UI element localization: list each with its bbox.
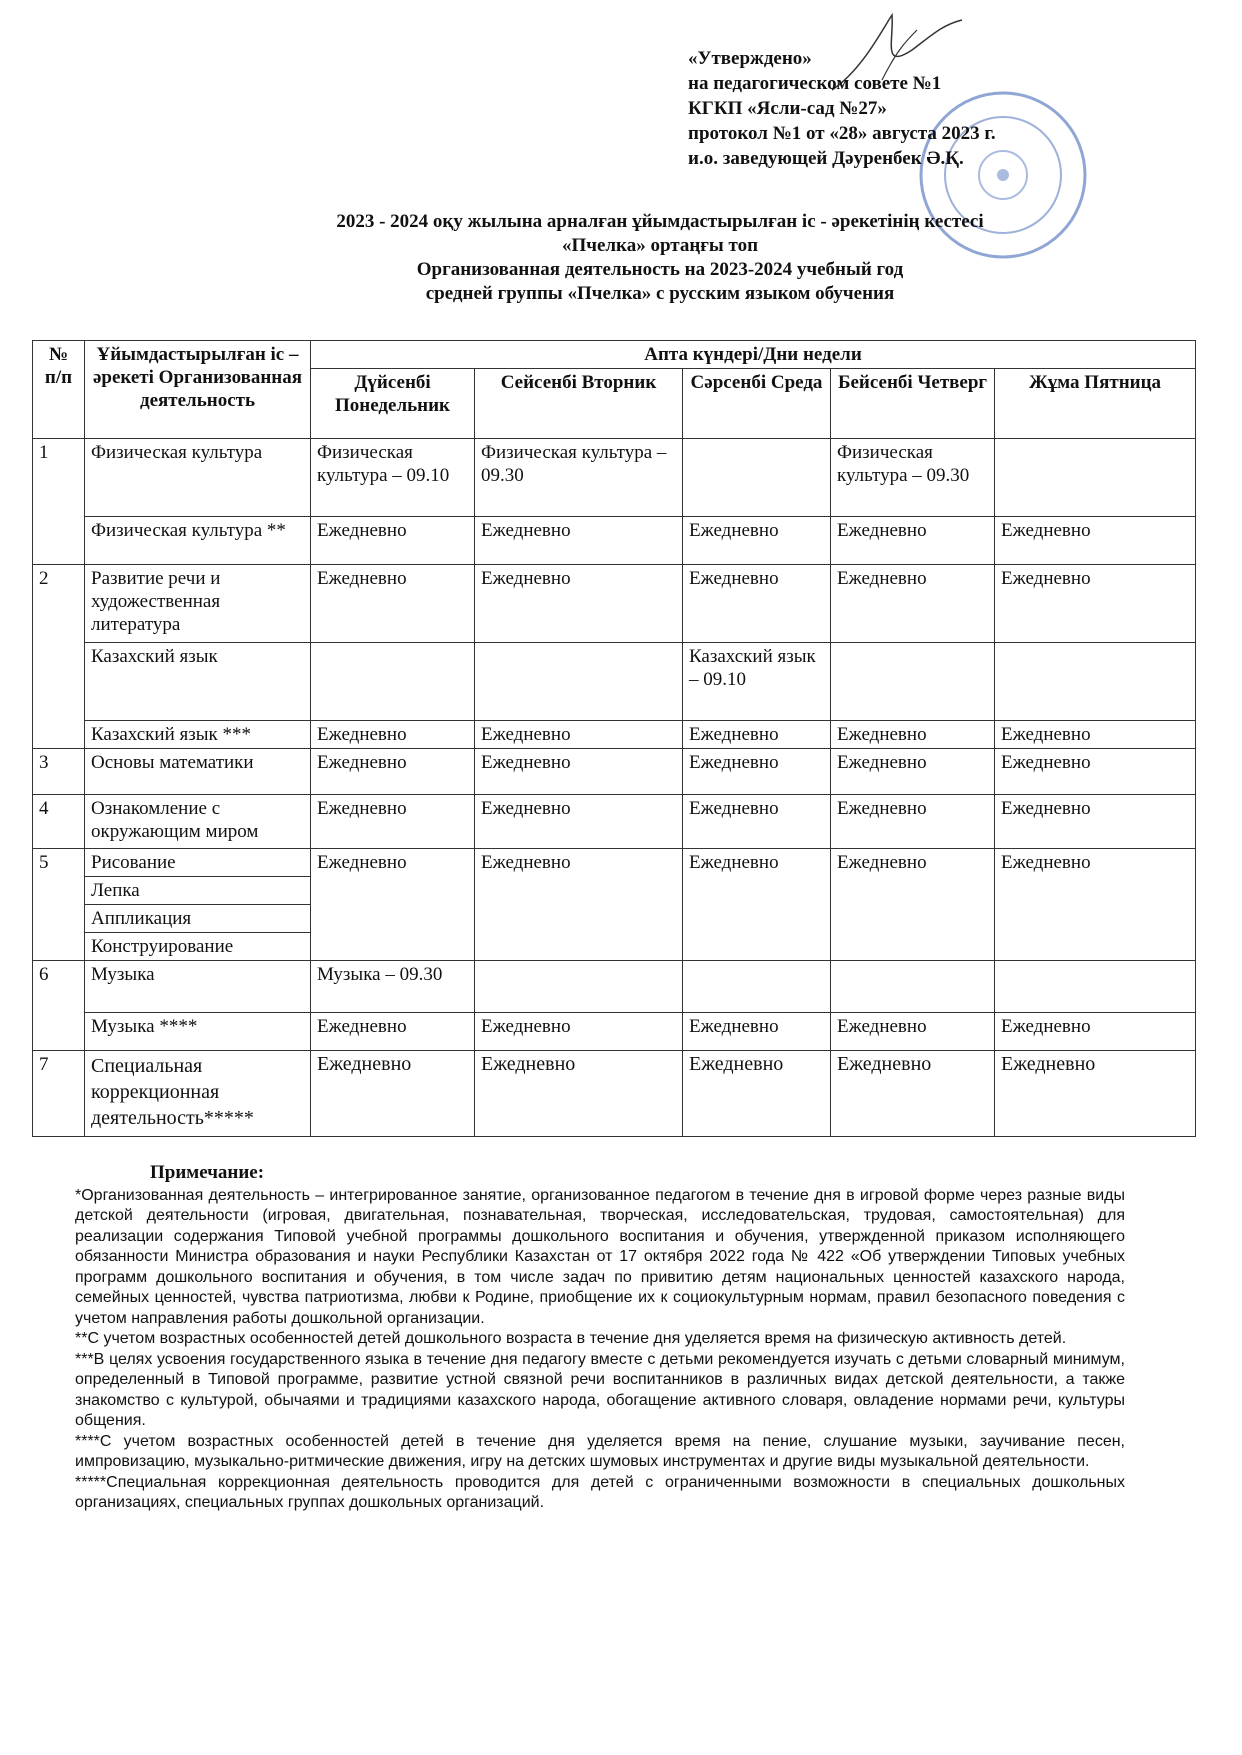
header-week-days: Апта күндері/Дни недели <box>311 341 1196 369</box>
header-day-monday: Дүйсенбі Понедельник <box>311 369 475 439</box>
header-day-friday: Жұма Пятница <box>995 369 1196 439</box>
table-row <box>33 1051 1196 1137</box>
cell-wednesday <box>683 961 831 1013</box>
activity-name: Лепка <box>85 877 311 905</box>
cell-monday: Физическая культура – 09.10 <box>311 439 475 517</box>
cell-friday: Ежедневно <box>995 565 1196 643</box>
cell-thursday: Ежедневно <box>831 721 995 749</box>
activity-name: Музыка <box>85 961 311 1013</box>
activity-name: Физическая культура ** <box>85 517 311 565</box>
cell-tuesday: Ежедневно <box>475 1013 683 1051</box>
cell-monday: Ежедневно <box>311 849 475 961</box>
cell-thursday: Физическая культура – 09.30 <box>831 439 995 517</box>
cell-tuesday <box>475 643 683 721</box>
cell-wednesday: Ежедневно <box>683 565 831 643</box>
approval-block <box>688 46 996 171</box>
cell-tuesday: Ежедневно <box>475 795 683 849</box>
cell-thursday: Ежедневно <box>831 795 995 849</box>
activity-name: Основы математики <box>85 749 311 795</box>
cell-wednesday: Ежедневно <box>683 517 831 565</box>
cell-tuesday: Физическая культура – 09.30 <box>475 439 683 517</box>
cell-friday: Ежедневно <box>995 849 1196 961</box>
table-row <box>33 849 1196 877</box>
table-row <box>33 1013 1196 1051</box>
activity-name: Рисование <box>85 849 311 877</box>
row-num: 4 <box>33 795 85 849</box>
cell-wednesday: Ежедневно <box>683 1051 831 1137</box>
cell-friday: Ежедневно <box>995 721 1196 749</box>
row-num: 6 <box>33 961 85 1051</box>
cell-thursday: Ежедневно <box>831 517 995 565</box>
title-line-kz-group: «Пчелка» ортаңғы топ <box>561 235 759 256</box>
header-day-wednesday: Сәрсенбі Среда <box>683 369 831 439</box>
cell-friday <box>995 961 1196 1013</box>
table-row <box>33 643 1196 721</box>
activity-name: Конструирование <box>85 933 311 961</box>
cell-wednesday: Ежедневно <box>683 721 831 749</box>
table-row <box>33 517 1196 565</box>
document-title <box>250 210 1070 306</box>
cell-tuesday: Ежедневно <box>475 517 683 565</box>
cell-wednesday: Ежедневно <box>683 795 831 849</box>
cell-tuesday <box>475 961 683 1013</box>
table-row <box>33 961 1196 1013</box>
row-num: 1 <box>33 439 85 565</box>
cell-thursday: Ежедневно <box>831 1051 995 1137</box>
activity-name: Физическая культура <box>85 439 311 517</box>
cell-tuesday: Ежедневно <box>475 849 683 961</box>
approval-line: «Утверждено» <box>688 48 812 69</box>
cell-wednesday <box>683 439 831 517</box>
cell-friday: Ежедневно <box>995 1013 1196 1051</box>
notes-header: Примечание: <box>150 1162 265 1183</box>
note-paragraph: ****С учетом возрастных особенностей детей в течение дня уделяется время на пение, слушание музыки, заучивание песен, импровизацию, музыкально-ритмические движения, игру на детских шумовых инструментах и другие виды музыкальной деятельности. <box>75 1432 1125 1470</box>
cell-thursday: Ежедневно <box>831 565 995 643</box>
table-row <box>33 565 1196 643</box>
header-activity: Ұйымдастырылған іс – әрекеті Организованная деятельность <box>85 341 311 439</box>
title-line-ru-group: средней группы «Пчелка» с русским языком обучения <box>425 283 895 304</box>
row-num: 5 <box>33 849 85 961</box>
title-line-ru: Организованная деятельность на 2023-2024 учебный год <box>416 259 904 280</box>
cell-monday: Ежедневно <box>311 1051 475 1137</box>
activity-name: Ознакомление с окружающим миром <box>85 795 311 849</box>
cell-monday <box>311 643 475 721</box>
cell-friday: Ежедневно <box>995 749 1196 795</box>
cell-thursday <box>831 961 995 1013</box>
cell-monday: Ежедневно <box>311 749 475 795</box>
cell-tuesday: Ежедневно <box>475 565 683 643</box>
cell-friday <box>995 439 1196 517</box>
cell-wednesday: Ежедневно <box>683 849 831 961</box>
table-row <box>33 721 1196 749</box>
cell-monday: Ежедневно <box>311 1013 475 1051</box>
activity-name: Музыка **** <box>85 1013 311 1051</box>
cell-wednesday: Казахский язык – 09.10 <box>683 643 831 721</box>
cell-friday <box>995 643 1196 721</box>
approval-line: и.о. заведующей Дәуренбек Ә.Қ. <box>688 148 964 169</box>
cell-thursday <box>831 643 995 721</box>
activity-name: Специальная коррекционная деятельность***** <box>85 1051 311 1137</box>
activity-name: Развитие речи и художественная литература <box>85 565 311 643</box>
note-paragraph: *Организованная деятельность – интегрированное занятие, организованное педагогом в течение дня в игровой форме через разные виды детской деятельности (игровая, двигательная, познавательная, творческая, исследовательская, трудовая, самостоятельная) для реализации содержания Типовой учебной программы дошкольного воспитания и обучения, утвержденной приказом исполняющего обязанности Министра образования и науки Республики Казахстан от 17 октября 2022 года № 422 «Об утверждении Типовых учебных программ дошкольного воспитания и обучения, в том числе задач по привитию детям национальных ценностей казахского народа, семейных ценностей, чувства патриотизма, любви к Родине, приобщение их к социокультурным нормам, правил безопасного поведения с учетом направления работы дошкольной организации. <box>75 1186 1125 1327</box>
cell-thursday: Ежедневно <box>831 1013 995 1051</box>
note-paragraph: ***В целях усвоения государственного языка в течение дня педагогу вместе с детьми рекомендуется изучать с детьми словарный минимум, определенный в Типовой программе, развитие устной связной речи воспитанников в различных видах детской деятельности, а также знакомство с культурой, обычаями и традициями казахского народа, обогащение активного словаря, овладение нормами речи, культуры общения. <box>75 1350 1125 1429</box>
cell-wednesday: Ежедневно <box>683 749 831 795</box>
cell-tuesday: Ежедневно <box>475 721 683 749</box>
row-num: 7 <box>33 1051 85 1137</box>
header-day-thursday: Бейсенбі Четверг <box>831 369 995 439</box>
cell-monday: Ежедневно <box>311 721 475 749</box>
table-row <box>33 795 1196 849</box>
table-row <box>33 439 1196 517</box>
header-num: № п/п <box>33 341 85 439</box>
activity-name: Казахский язык <box>85 643 311 721</box>
cell-thursday: Ежедневно <box>831 849 995 961</box>
note-paragraph: **С учетом возрастных особенностей детей дошкольного возраста в течение дня уделяется время на физическую активность детей. <box>75 1330 1067 1347</box>
row-num: 3 <box>33 749 85 795</box>
cell-monday: Ежедневно <box>311 517 475 565</box>
table-row <box>33 749 1196 795</box>
cell-tuesday: Ежедневно <box>475 1051 683 1137</box>
approval-line: протокол №1 от «28» августа 2023 г. <box>688 123 996 144</box>
title-line-kz: 2023 - 2024 оқу жылына арналған ұйымдастырылған іс - әрекетінің кестесі <box>336 211 984 232</box>
note-paragraph: *****Специальная коррекционная деятельность проводится для детей с ограниченными возможности в специальных дошкольных организациях, специальных группах дошкольных организаций. <box>75 1473 1125 1511</box>
cell-friday: Ежедневно <box>995 795 1196 849</box>
header-day-tuesday: Сейсенбі Вторник <box>475 369 683 439</box>
schedule-table <box>32 340 1196 1137</box>
cell-friday: Ежедневно <box>995 1051 1196 1137</box>
cell-thursday: Ежедневно <box>831 749 995 795</box>
row-num: 2 <box>33 565 85 749</box>
cell-monday: Ежедневно <box>311 565 475 643</box>
activity-name: Аппликация <box>85 905 311 933</box>
cell-wednesday: Ежедневно <box>683 1013 831 1051</box>
approval-line: на педагогическом совете №1 <box>688 73 942 94</box>
cell-tuesday: Ежедневно <box>475 749 683 795</box>
activity-name: Казахский язык *** <box>85 721 311 749</box>
cell-monday: Музыка – 09.30 <box>311 961 475 1013</box>
cell-friday: Ежедневно <box>995 517 1196 565</box>
notes-section <box>75 1163 1125 1514</box>
approval-line: КГКП «Ясли-сад №27» <box>688 98 887 119</box>
cell-monday: Ежедневно <box>311 795 475 849</box>
